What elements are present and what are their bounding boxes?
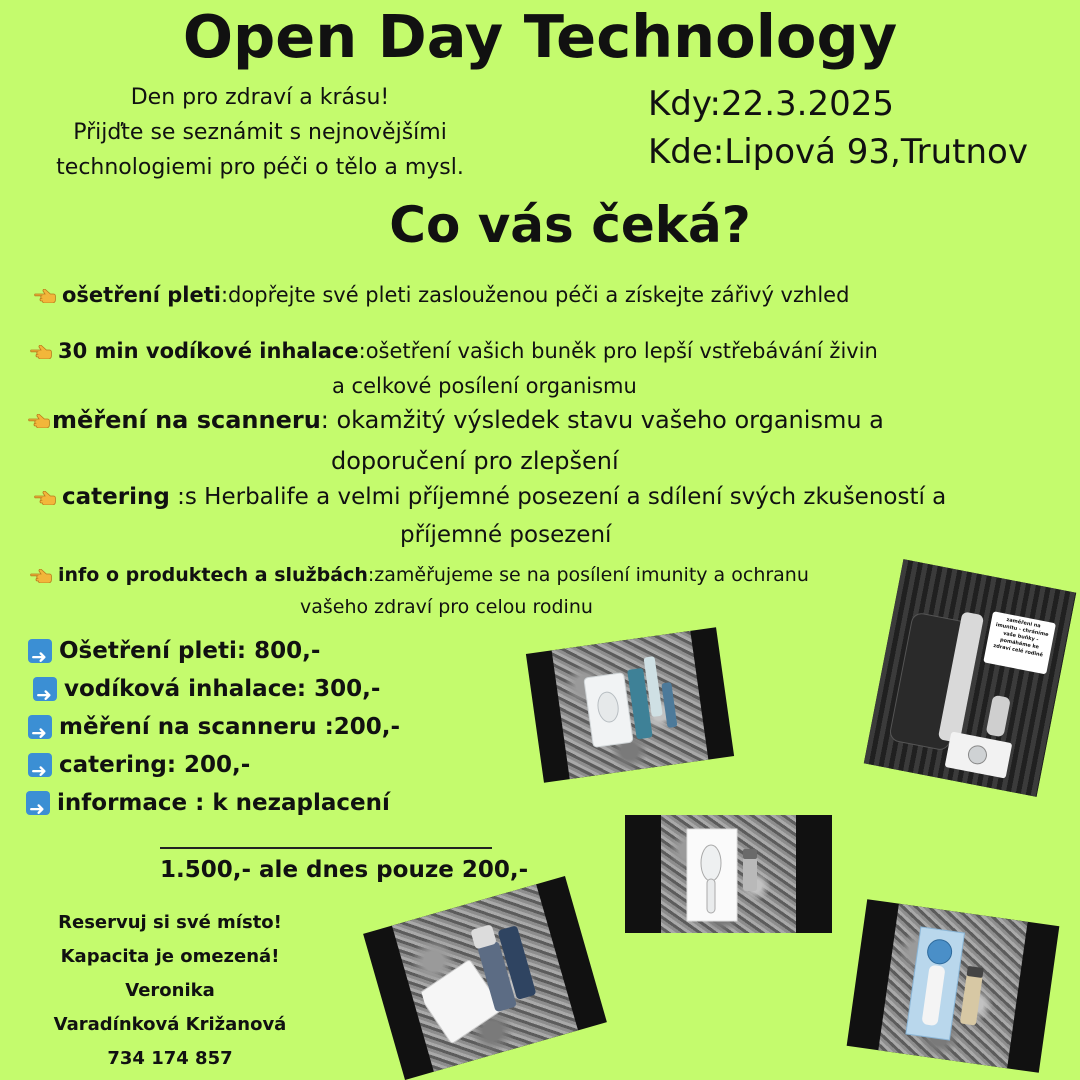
right-arrow-icon	[28, 715, 52, 739]
note-card: zaměřeni na imunitu - chráníme vaše buňky - pomáháme ke zdraví celé rodině	[983, 611, 1056, 674]
feature-text-continued: příjemné posezení	[400, 522, 612, 548]
product-photo-cleanser	[625, 815, 832, 933]
pointing-hand-icon	[34, 491, 56, 505]
feature-text: :zaměřujeme se na posílení imunity a ochranu	[367, 564, 809, 586]
poster-title: Open Day Technology	[182, 2, 898, 71]
price-row	[28, 708, 400, 746]
feature-text-continued: vašeho zdraví pro celou rodinu	[300, 596, 593, 618]
feature-title: měření na scanneru	[52, 406, 321, 434]
product-photo-brush	[847, 899, 1060, 1073]
pointing-hand-icon	[30, 569, 52, 583]
intro-text	[10, 80, 510, 185]
product-photo-skincare	[526, 627, 734, 782]
contact-surname: Varadínková Križanová	[53, 1014, 287, 1035]
feature-title: ošetření pleti	[62, 283, 221, 307]
right-arrow-icon	[28, 639, 52, 663]
event-location: Kde:Lipová 93,Trutnov	[648, 132, 1028, 172]
price-label: informace : k nezaplacení	[57, 790, 390, 816]
event-date: Kdy:22.3.2025	[648, 84, 895, 124]
section-heading: Co vás čeká?	[389, 196, 751, 254]
price-label: měření na scanneru :200,-	[59, 714, 401, 740]
price-label: Ošetření pleti: 800,-	[59, 638, 321, 664]
contact-name: Veronika	[125, 980, 215, 1001]
product-photo-set	[363, 876, 607, 1080]
product-illustration	[685, 825, 785, 925]
pointing-hand-icon	[30, 345, 52, 359]
price-label: catering: 200,-	[59, 752, 251, 778]
feature-text-continued: a celkové posílení organismu	[332, 374, 637, 398]
contact-phone: 734 174 857	[107, 1048, 233, 1069]
feature-item	[30, 335, 1030, 398]
contact-line: Reservuj si své místo!	[58, 912, 282, 933]
feature-text-continued: doporučení pro zlepšení	[331, 447, 619, 475]
right-arrow-icon	[33, 677, 57, 701]
price-list	[28, 632, 400, 822]
feature-title: catering	[62, 484, 170, 510]
feature-title: 30 min vodíkové inhalace	[58, 339, 359, 363]
price-row	[28, 670, 400, 708]
price-label: vodíková inhalace: 300,-	[64, 676, 381, 702]
intro-line: Přijďte se seznámit s nejnovějšími	[73, 120, 447, 145]
feature-text: :s Herbalife a velmi příjemné posezení a sdílení svých zkušeností a	[169, 484, 947, 510]
divider	[160, 847, 492, 849]
event-info	[648, 80, 1028, 176]
right-arrow-icon	[28, 753, 52, 777]
pointing-hand-icon	[34, 289, 56, 303]
feature-item	[30, 560, 930, 618]
product-illustration	[903, 925, 1008, 1051]
feature-title: info o produktech a službách	[58, 564, 368, 586]
product-photo-device	[864, 559, 1076, 797]
feature-item	[34, 279, 849, 312]
total-price: 1.500,- ale dnes pouze 200,-	[160, 857, 529, 883]
feature-text: :dopřejte své pleti zaslouženou péči a získejte zářivý vzhled	[220, 283, 850, 307]
intro-line: Den pro zdraví a krásu!	[130, 85, 390, 110]
product-illustration	[578, 651, 690, 759]
price-row	[28, 746, 400, 784]
feature-text: : okamžitý výsledek stavu vašeho organismu a	[320, 406, 884, 434]
feature-item	[28, 402, 1028, 475]
feature-text: :ošetření vašich buněk pro lepší vstřebávání živin	[358, 339, 878, 363]
pointing-hand-icon	[28, 414, 50, 428]
right-arrow-icon	[26, 791, 50, 815]
price-row	[28, 632, 400, 670]
price-row	[26, 784, 400, 822]
intro-line: technologiemi pro péči o tělo a mysl.	[56, 155, 464, 180]
contact-line: Kapacita je omezená!	[60, 946, 280, 967]
feature-item	[34, 480, 1034, 548]
contact-block	[30, 906, 310, 1076]
